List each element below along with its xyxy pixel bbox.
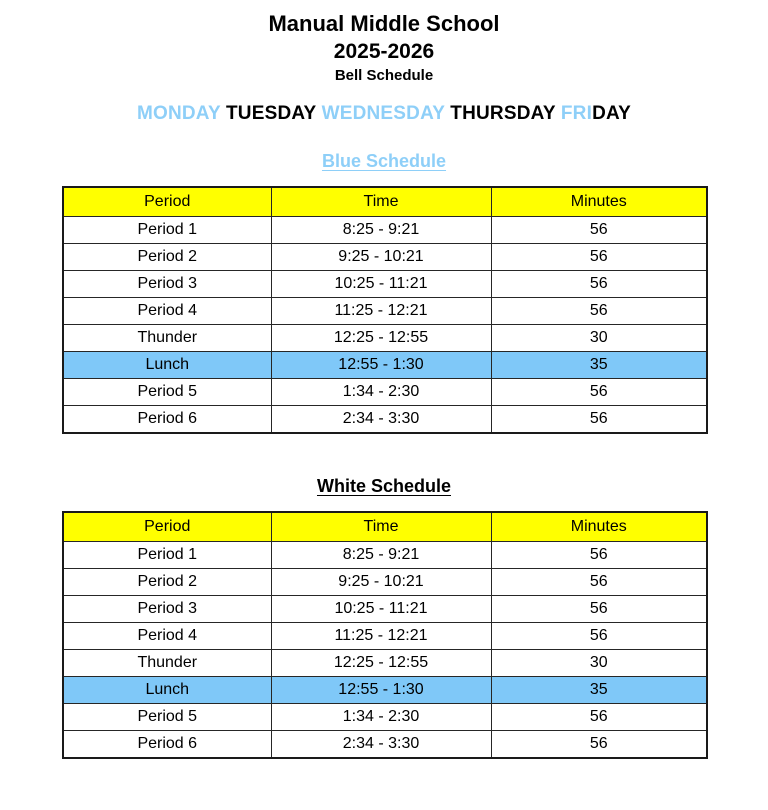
cell-minutes: 35: [491, 677, 707, 704]
table-row: [63, 569, 707, 596]
cell-time: 11:25 - 12:21: [271, 298, 491, 325]
table-row: [63, 379, 707, 406]
cell-minutes: 30: [491, 650, 707, 677]
cell-period: Period 5: [63, 379, 271, 406]
white-schedule-table-body: [63, 542, 707, 759]
cell-minutes: 56: [491, 704, 707, 731]
cell-time: 1:34 - 2:30: [271, 704, 491, 731]
cell-time: 9:25 - 10:21: [271, 569, 491, 596]
cell-period: Lunch: [63, 352, 271, 379]
table-row: [63, 298, 707, 325]
table-row: [63, 406, 707, 434]
column-header-time: Time: [271, 512, 491, 542]
cell-time: 2:34 - 3:30: [271, 731, 491, 759]
cell-minutes: 56: [491, 542, 707, 569]
cell-minutes: 56: [491, 217, 707, 244]
cell-period: Period 1: [63, 217, 271, 244]
white-schedule-table: [62, 511, 708, 759]
cell-period: Period 2: [63, 569, 271, 596]
cell-time: 2:34 - 3:30: [271, 406, 491, 434]
day-wednesday: WEDNESDAY: [321, 103, 451, 124]
white-schedule-heading: White Schedule: [316, 476, 451, 496]
cell-minutes: 56: [491, 406, 707, 434]
table-header-row: [63, 187, 707, 217]
cell-period: Period 1: [63, 542, 271, 569]
day-thursday: THURSDAY: [450, 103, 561, 124]
cell-period: Thunder: [63, 650, 271, 677]
cell-period: Period 5: [63, 704, 271, 731]
blue-schedule-heading: Blue Schedule: [321, 151, 447, 171]
table-row: [63, 731, 707, 759]
cell-time: 1:34 - 2:30: [271, 379, 491, 406]
cell-period: Period 3: [63, 271, 271, 298]
cell-minutes: 30: [491, 325, 707, 352]
table-row-lunch: [63, 677, 707, 704]
cell-time: 12:55 - 1:30: [271, 677, 491, 704]
cell-minutes: 56: [491, 379, 707, 406]
table-row: [63, 244, 707, 271]
cell-period: Period 3: [63, 596, 271, 623]
cell-minutes: 56: [491, 623, 707, 650]
table-row: [63, 542, 707, 569]
day-friday-suffix: DAY: [592, 103, 632, 124]
table-row: [63, 271, 707, 298]
cell-time: 12:25 - 12:55: [271, 650, 491, 677]
cell-period: Period 2: [63, 244, 271, 271]
cell-period: Period 4: [63, 298, 271, 325]
column-header-period: Period: [63, 512, 271, 542]
day-friday-prefix: FRI: [560, 103, 593, 124]
table-row-lunch: [63, 352, 707, 379]
column-header-time: Time: [271, 187, 491, 217]
blue-schedule-table-wrap: [62, 186, 706, 434]
white-schedule-table-wrap: [62, 511, 706, 759]
blue-schedule-table-body: [63, 217, 707, 434]
cell-time: 12:55 - 1:30: [271, 352, 491, 379]
cell-time: 10:25 - 11:21: [271, 596, 491, 623]
cell-period: Thunder: [63, 325, 271, 352]
cell-minutes: 56: [491, 271, 707, 298]
column-header-period: Period: [63, 187, 271, 217]
cell-time: 8:25 - 9:21: [271, 542, 491, 569]
cell-period: Period 6: [63, 406, 271, 434]
cell-period: Period 4: [63, 623, 271, 650]
column-header-minutes: Minutes: [491, 187, 707, 217]
white-schedule-table-head: [63, 512, 707, 542]
table-row: [63, 325, 707, 352]
table-row: [63, 596, 707, 623]
cell-time: 11:25 - 12:21: [271, 623, 491, 650]
table-row: [63, 650, 707, 677]
cell-period: Lunch: [63, 677, 271, 704]
title-block: [0, 0, 768, 87]
cell-period: Period 6: [63, 731, 271, 759]
day-monday: MONDAY: [136, 103, 226, 124]
cell-minutes: 56: [491, 596, 707, 623]
cell-time: 10:25 - 11:21: [271, 271, 491, 298]
blue-schedule-table-head: [63, 187, 707, 217]
column-header-minutes: Minutes: [491, 512, 707, 542]
table-row: [63, 623, 707, 650]
cell-minutes: 56: [491, 731, 707, 759]
cell-time: 9:25 - 10:21: [271, 244, 491, 271]
section-gap: [0, 434, 768, 476]
table-header-row: [63, 512, 707, 542]
blue-schedule-table: [62, 186, 708, 434]
school-name: Manual Middle School: [268, 11, 500, 36]
cell-time: 8:25 - 9:21: [271, 217, 491, 244]
cell-minutes: 56: [491, 244, 707, 271]
cell-minutes: 56: [491, 298, 707, 325]
page-subtitle: Bell Schedule: [334, 67, 434, 84]
cell-minutes: 35: [491, 352, 707, 379]
school-year: 2025-2026: [333, 40, 435, 63]
cell-time: 12:25 - 12:55: [271, 325, 491, 352]
day-tuesday: TUESDAY: [225, 103, 322, 124]
table-row: [63, 704, 707, 731]
cell-minutes: 56: [491, 569, 707, 596]
days-of-week-line: [0, 103, 768, 125]
table-row: [63, 217, 707, 244]
